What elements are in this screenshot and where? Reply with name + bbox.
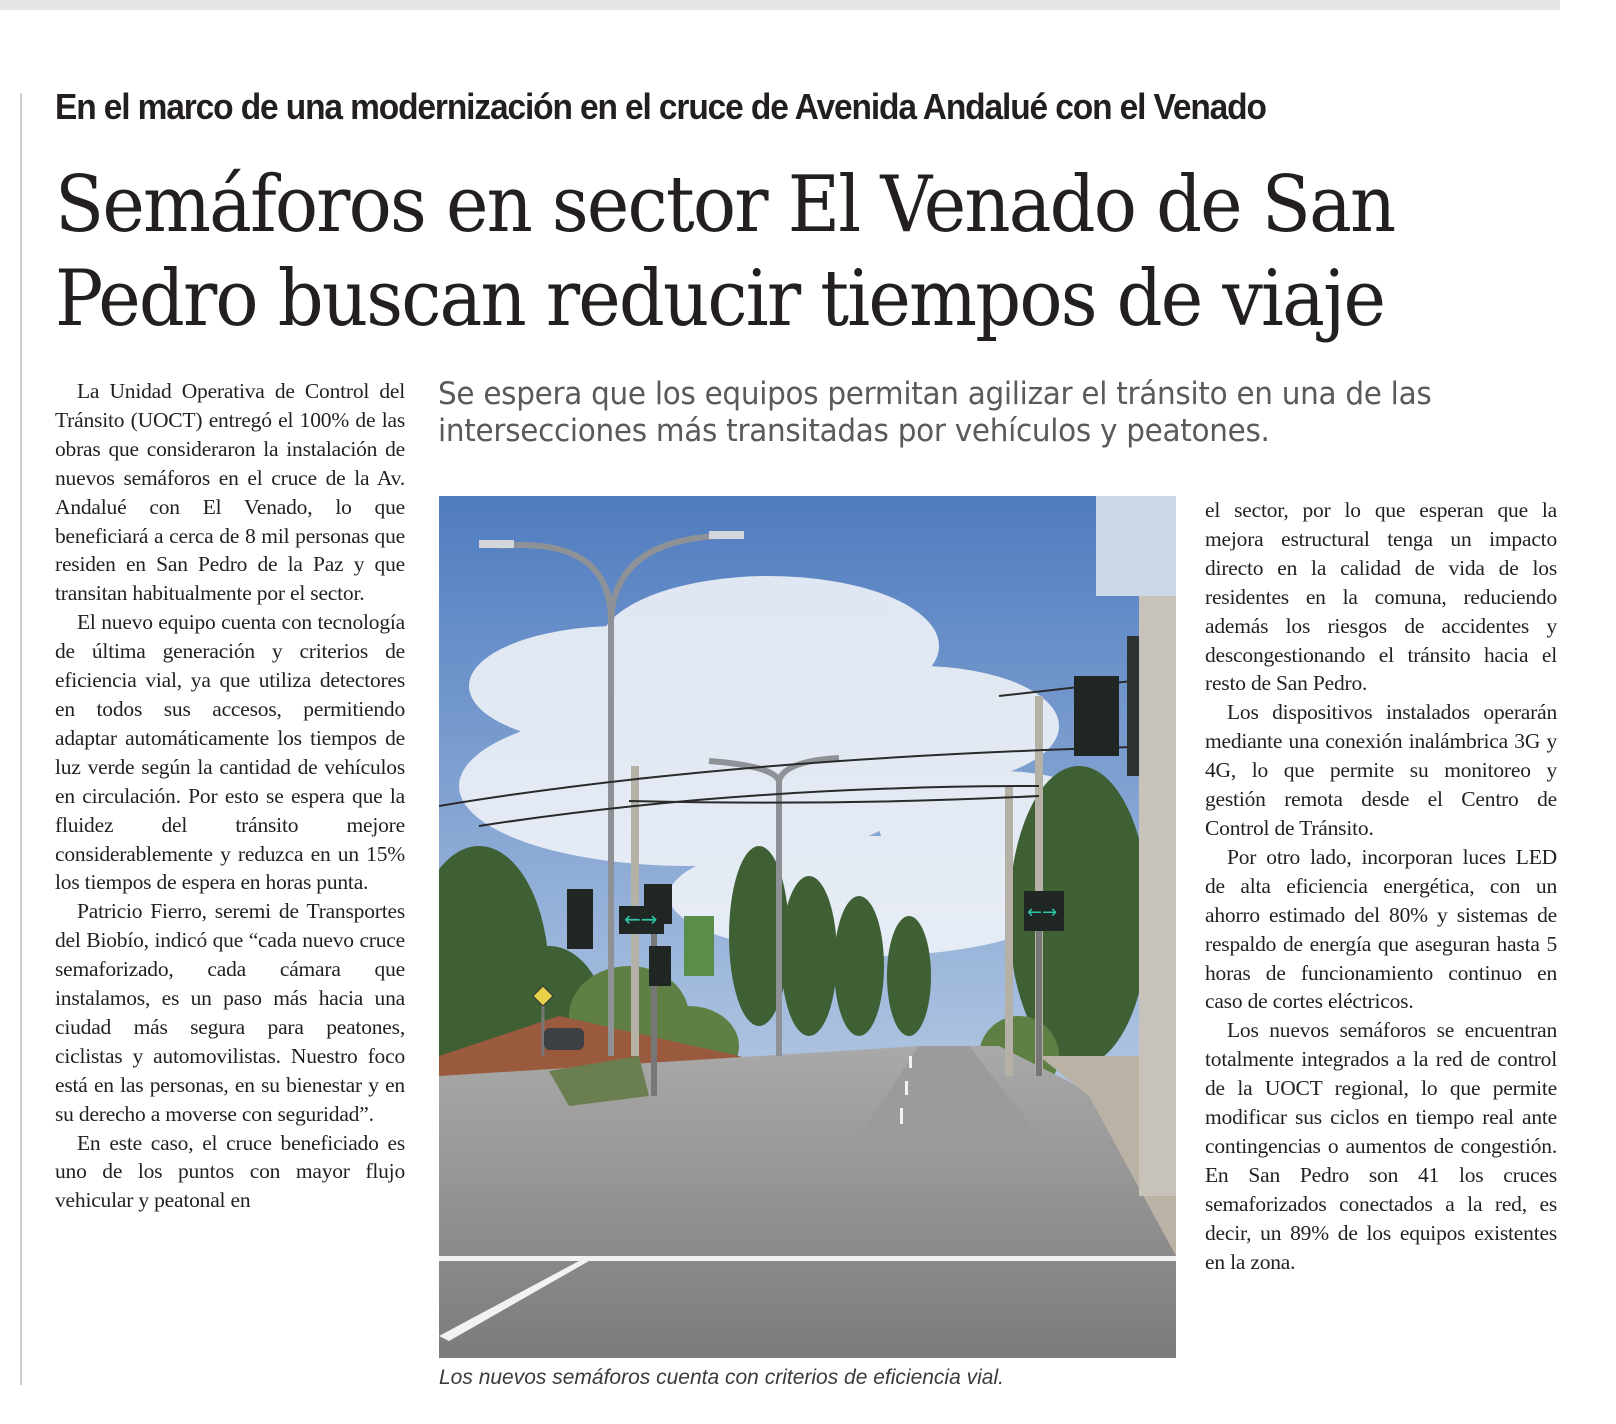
- body-paragraph: Patricio Fierro, seremi de Transportes del Biobío, indicó que “cada nuevo cruce semaforizado, cada cámara que instalamos, es un paso más hacia una ciudad más segura para peatones, ciclistas y automovilistas. Nuestro foco está en las personas, en su bienestar y en su derecho a moverse con seguridad”.: [55, 899, 405, 1126]
- body-paragraph: Los nuevos semáforos se encuentran totalmente integrados a la red de control de la UOCT regional, lo que permite modificar sus ciclos en tiempo real ante contingencias o aumentos de congestión. En San Pedro son 41 los cruces semaforizados conectados a la red, es decir, un 89% de los equipos existentes en la zona.: [1205, 1018, 1557, 1274]
- article-headline: [55, 158, 1535, 346]
- page-top-strip: [0, 0, 1560, 10]
- deck-line-2: intersecciones más transitadas por vehículos y peatones.: [438, 413, 1270, 449]
- body-paragraph: Los dispositivos instalados operarán mediante una conexión inalámbrica 3G y 4G, lo que permite su monitoreo y gestión remota desde el Centro de Control de Tránsito.: [1205, 700, 1557, 840]
- body-paragraph: En este caso, el cruce beneficiado es uno de los puntos con mayor flujo vehicular y peatonal en: [55, 1130, 405, 1213]
- photo-caption: Los nuevos semáforos cuenta con criterios de eficiencia vial.: [439, 1366, 1004, 1389]
- headline-line-1: Semáforos en sector El Venado de San: [55, 160, 1395, 250]
- right-text-column: [1205, 496, 1557, 1276]
- svg-text:←→: ←→: [624, 907, 658, 931]
- article-kicker: En el marco de una modernización en el cruce de Avenida Andalué con el Venado: [55, 86, 1266, 127]
- left-text-column: [55, 377, 405, 1215]
- svg-text:←→: ←→: [1027, 902, 1058, 923]
- street-intersection-photo: [439, 496, 1176, 1358]
- body-paragraph: El nuevo equipo cuenta con tecnología de última generación y criterios de eficiencia vial, ya que utiliza detectores en todos sus accesos, permitiendo adaptar automáticamente los tiempos de luz verde según la cantidad de vehículos en circulación. Por esto se espera que la fluidez del tránsito mejore considerablemente y reduzca en un 15% los tiempos de espera en horas punta.: [55, 610, 405, 895]
- body-paragraph: La Unidad Operativa de Control del Tránsito (UOCT) entregó el 100% de las obras que consideraron la instalación de nuevos semáforos en el cruce de la Av. Andalué con El Venado, lo que beneficiará a cerca de 8 mil personas que residen en San Pedro de la Paz y que transitan habitualmente por el sector.: [55, 379, 405, 606]
- body-paragraph: Por otro lado, incorporan luces LED de alta eficiencia energética, con un ahorro estimado del 80% y sistemas de respaldo de energía que aseguran hasta 5 horas de funcionamiento continuo en caso de cortes eléctricos.: [1205, 844, 1557, 1014]
- headline-line-2: Pedro buscan reducir tiempos de viaje: [55, 254, 1385, 344]
- photo-illustration: [439, 496, 1176, 1358]
- column-rule: [20, 93, 22, 1385]
- body-paragraph: el sector, por lo que esperan que la mejora estructural tenga un impacto directo en la calidad de vida de los residentes en la comuna, reduciendo además los riesgos de accidentes y descongestionando el tránsito hacia el resto de San Pedro.: [1205, 498, 1557, 696]
- article-deck: [438, 376, 1558, 450]
- deck-line-1: Se espera que los equipos permitan agilizar el tránsito en una de las: [438, 376, 1432, 412]
